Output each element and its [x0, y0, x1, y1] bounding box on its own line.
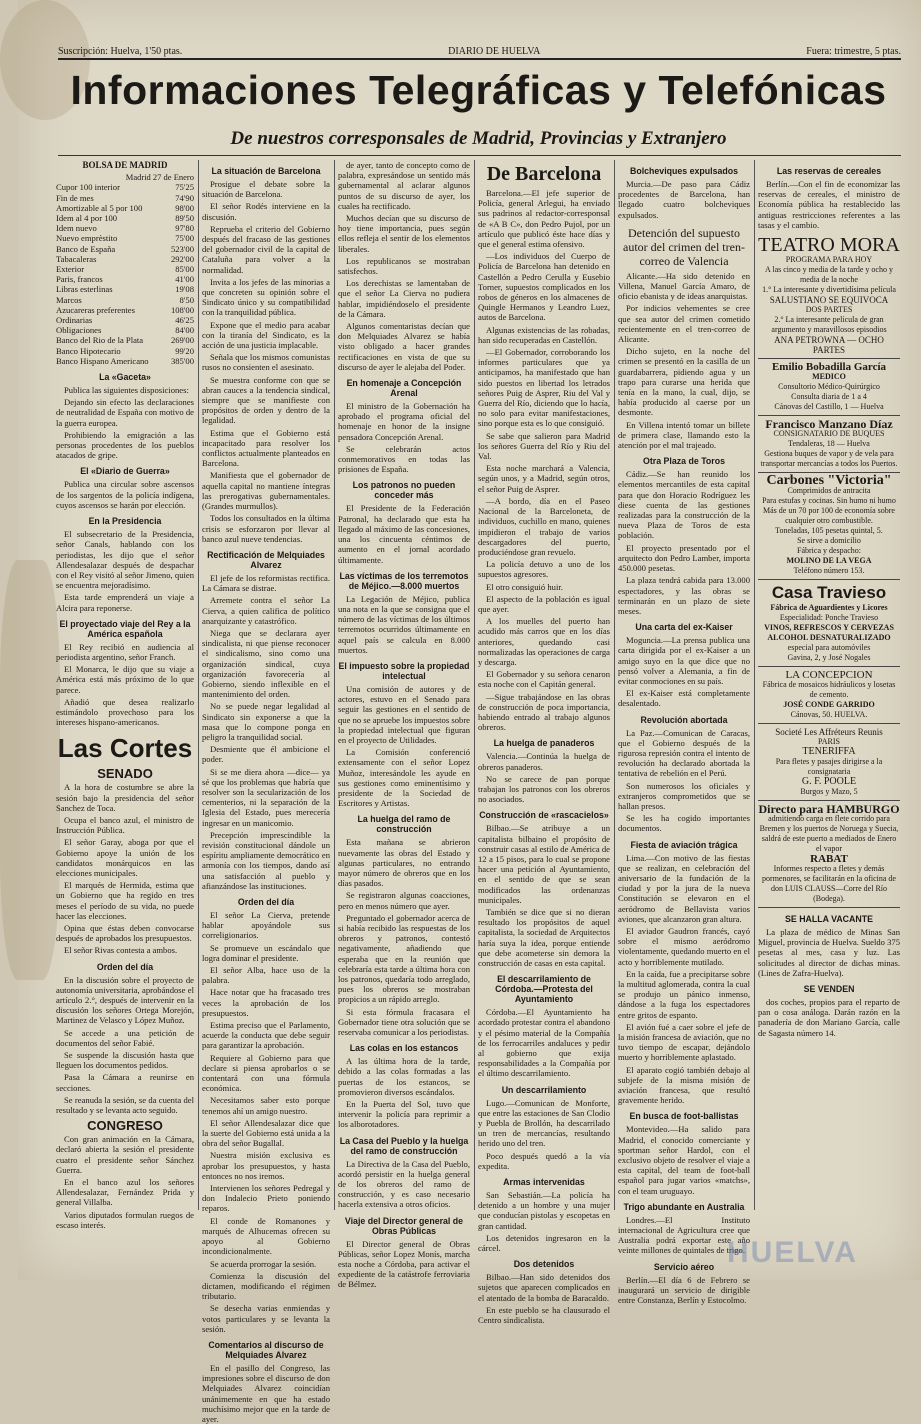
column-4	[478, 160, 610, 1326]
ad-line: 2.° La interesante película de gran argumento y maravillosos episodios	[771, 315, 887, 335]
teatro-mora-ad	[758, 232, 900, 359]
article-text: El marqués de Hermida, estima que un Gobierno que ha regido en tres meses el período de su vida, no puede hacer las elecciones.	[56, 880, 194, 921]
bolsa-row	[56, 254, 194, 264]
bolsa-item-value: 74'90	[175, 192, 194, 203]
bolsa-row	[56, 315, 194, 325]
bolsa-item-value: 89'50	[175, 213, 194, 224]
orden-heading: Orden del día	[237, 897, 295, 907]
ad-line: MOLINO DE LA VEGA	[786, 556, 872, 566]
ad-line: SALUSTIANO SE EQUIVOCA	[769, 295, 889, 306]
ad-line: Informes respecto a fletes y demás pormenores, se facilitarán en la oficina de don LUIS CLAUSS—Corre del Río (Bodega).	[762, 864, 896, 904]
article-text: Expone que el medio para acabar con la tiranía del Sindicato, es la acción de una justicia implacable.	[202, 319, 330, 351]
ad-line: Fábrica de Aguardientes y Licores	[770, 603, 888, 613]
column-rule	[334, 160, 335, 1210]
ad-line: Comprimidos de antracita	[787, 486, 871, 496]
column-6-ads	[758, 160, 900, 1274]
article-text: Se accede a una petición de documentos del señor Fabié.	[56, 1027, 194, 1048]
ad-title: LA CONCEPCION	[785, 669, 873, 682]
article-text: A los muelles del puerto han acudido más carros que en los días anteriores, quedando casi normalizadas las operaciones de carga y descarga.	[478, 616, 610, 667]
bolsa-item-value: 75'00	[175, 233, 194, 244]
article-text: Si esta fórmula fracasara el Gobernador tiene otra solución que se reservaba comunicar a los periodistas.	[338, 1006, 470, 1038]
bolsa-item-name: Obligaciones	[56, 325, 102, 336]
article-text: No se carece de pan porque trabajan los patronos con los obreros no asociados.	[478, 773, 610, 805]
bolsa-item-value: 99'20	[175, 345, 194, 356]
bolsa-row	[56, 346, 194, 356]
article-text: Señala que los mismos comunistas rusos no consienten el asesinato.	[202, 352, 330, 373]
bolsa-row	[56, 356, 194, 366]
column-5	[618, 160, 750, 1306]
bolsa-item-name: Idem nuevo	[56, 223, 97, 234]
bolsa-row	[56, 295, 194, 305]
viaje-director-heading: Viaje del Director general de Obras Públicas	[344, 1215, 464, 1236]
ad-line: Más de un 70 por 100 de economía sobre cualquier otro combustible.	[763, 506, 895, 526]
article-text: La Paz.—Comunican de Caracas, que el Gobierno después de la rigurosa represión contra el intento de revolución ha declarado abortada la tentativa de rebelión en el Perú.	[618, 727, 750, 779]
ad-title: TEATRO MORA	[758, 234, 900, 257]
article-text: Cádiz.—Se han reunido los elementos mercantiles de esta capital para que don Horacio Rodríguez les diese cuenta de las gestiones realizadas para la construcción de la nueva Plaza de Toros de esta población.	[618, 469, 750, 541]
article-text: En el pasillo del Congreso, las impresiones sobre el discurso de don Melquiades Alvarez coincidían unánimemente en que ha estado muchísimo mejor que en la tarde de ayer.	[202, 1362, 330, 1424]
article-text: Comienza la discusión del dictamen, modificando el régimen tributario.	[202, 1270, 330, 1302]
ad-line: Fábrica y despacho:	[797, 546, 861, 556]
bolsa-item-value: 292'00	[170, 253, 194, 264]
venden-heading: SE VENDEN	[803, 984, 855, 995]
article-text: El señor Alba, hace uso de la palabra.	[202, 965, 330, 986]
bolsa-item-value: 8'50	[179, 294, 194, 305]
trigo-heading: Trigo abundante en Australia	[623, 1201, 745, 1212]
ad-line: A las cinco y media de la tarde y ocho y media de la noche	[765, 265, 893, 285]
ad-line: 1.° La interesante y divertidísima película	[762, 285, 896, 295]
ad-line: PARIS	[818, 737, 840, 747]
column-rule	[614, 160, 615, 1210]
article-text: Algunas existencias de las robadas, han sido recuperadas en Castellón.	[478, 324, 610, 345]
article-text: Manifiesta que el gobernador de aquella capital no mantiene íntegras las prerogativas gubernamentales. (Grandes murmullos).	[202, 470, 330, 512]
ad-line: Gestiona buques de vapor y de vela para transportar mercancías a todos los Puertos.	[760, 449, 898, 469]
article-text: Necesitamos saber esto porque tenemos ahí un amigo nuestro.	[202, 1095, 330, 1116]
bolsa-item-name: Amortizable al 5 por 100	[56, 202, 143, 213]
article-text: El Presidente de la Federación Patronal, ha declarado que esta ha llegado al máximo de las concesiones, una los cincuenta céntimos de aumento en el jornal acordado últimamente.	[338, 503, 470, 565]
ad-line: RABAT	[810, 853, 848, 866]
article-text: Estima que el Gobierno está incapacitado para resolver los conflictos actualmente planteados en Barcelona.	[202, 427, 330, 469]
bolsa-item-name: Banco de España	[56, 243, 116, 254]
ad-line: Tendaleras, 18 — Huelva	[788, 439, 870, 449]
article-text: Desmiente que él ambicione el poder.	[202, 744, 330, 765]
article-text: Arremete contra el señor La Cierva, a quien califica de político anarquizante y catastrófico.	[202, 595, 330, 626]
bolsa-item-value: 75'25	[175, 182, 194, 193]
newspaper-name: DIARIO DE HUELVA	[448, 45, 541, 57]
article-text: —El Gobernador, corroborando los informes particulares que ya anticipamos, ha manifestado que han sido puestos en libertad los letrados señores Puig de Asprer, Riu del Val y Guerra del Río, diciendo que lo hacía, no solo para evitar manifestaciones, sino porque esta es lo que consiguió.	[478, 347, 610, 429]
ad-line: Se sirve a domicilio	[797, 536, 861, 546]
ad-line: Burgos y Mazo, 5	[800, 787, 858, 797]
bolsa-row	[56, 274, 194, 284]
article-text: Bilbao.—Han sido detenidos dos sujetos que aparecen complicados en el atentado de la bomba de Baracaldo.	[478, 1272, 610, 1303]
bolsa-item-name: Marcos	[56, 294, 82, 305]
bolsa-item-name: Paris, francos	[56, 274, 103, 285]
hamburgo-ad	[758, 801, 900, 908]
article-text: Valencia.—Continúa la huelga de obreros panaderos.	[478, 751, 610, 772]
travieso-ad	[758, 580, 900, 667]
article-text: Intervienen los señores Pedregal y don Indalecio Prieto poniendo reparos.	[202, 1183, 330, 1214]
article-text: Alicante.—Ha sido detenido en Villena, Manuel García Amaro, de oficio ebanista y de ideas anarquistas.	[618, 270, 750, 302]
article-text: El aviador Gaudron francés, cayó sobre el mismo aeródromo violentamente, quedando muerto en el acto y horriblemente mutilado.	[618, 925, 750, 967]
bolsa-item-value: 19'08	[175, 284, 194, 295]
article-text: Se muestra conforme con que se abran cauces a la tendencia sindical, siempre que se manifieste con propósitos de orden y dentro de la legalidad.	[202, 374, 330, 426]
congreso-heading: CONGRESO	[87, 1118, 163, 1134]
barcelona-heading: De Barcelona	[486, 163, 602, 185]
ad-title: Directo para HAMBURGO	[758, 802, 900, 817]
bolsa-item-value: 385'00	[170, 355, 194, 366]
article-text: Opina que éstas deben convocarse después de aprobados los presupuestos.	[56, 922, 194, 944]
article-text: El subsecretario de la Presidencia, señor Canals, hablando con los periodistas, les dijo que el señor Allendesalazar después de despachar con el Rey visitó al señor Jimeno, quien se encuentra mejoradísimo.	[56, 529, 194, 591]
bolsa-item-value: 523'00	[170, 243, 194, 254]
article-text: El aspecto de la población es igual que ayer.	[478, 593, 610, 614]
ad-line: Cánovas del Castillo, 1 — Huelva	[774, 402, 884, 412]
article-text: El ex-Kaiser está completamente desalentado.	[618, 688, 750, 709]
ad-title: Emilio Bobadilla García	[771, 361, 887, 374]
article-text: Se reanuda la sesión, se da cuenta del resultado y se levanta acto seguido.	[56, 1094, 194, 1116]
article-text: Prosigue el debate sobre la situación de Barcelona.	[202, 179, 330, 200]
paper-stain	[0, 560, 60, 980]
column-rule	[198, 160, 199, 1210]
article-text: Montevideo.—Ha salido para Madrid, el conocido comerciante y sportman señor Hardol, con el exclusivo objeto de resolver el viaje a esta capital, del team de foot-ball español para jugar varios «matchs», con el team uruguayo.	[618, 1124, 750, 1196]
ad-line: ALCOHOL DESNATURALIZADO	[767, 633, 891, 643]
subscription-text: Suscripción: Huelva, 1'50 ptas.	[58, 45, 183, 57]
patronos-heading: Los patronos no pueden conceder más	[352, 480, 456, 501]
barcelona-situation-heading: La situación de Barcelona	[211, 166, 321, 176]
article-text: Se celebrarán actos conmemorativos en todas las prisiones de España.	[338, 443, 470, 475]
kaiser-heading: Una carta del ex-Kaiser	[635, 622, 733, 633]
article-text: Por indicios vehementes se cree que sea autor del crimen cometido recientemente en el tren-correo de Alicante.	[618, 303, 750, 345]
article-text: Pasa la Cámara a reunirse en secciones.	[56, 1072, 194, 1093]
bolsa-item-value: 97'80	[175, 223, 194, 234]
article-text: Niega que se declarara ayer sindicalista, ni que piense reconocer el sindicalismo, sino como una organización sindical, cuya organización favorecería al Gobierno, siendo inflexible en el mantenimiento del orden.	[202, 627, 330, 700]
article-text: La Directiva de la Casa del Pueblo, acordó persistir en la huelga general de los obreros del ramo de construcción, y es caso necesario hacerla extensiva a otros oficios.	[338, 1158, 470, 1210]
article-text: —A bordo, día en el Paseo Nacional de la Barceloneta, de individuos, cuchillo en mano, quienes impidieron el trabajo de varios descargadores del puerto, produciéndose gran revuelo.	[478, 495, 610, 557]
ad-line: Especialidad: Ponche Travieso	[779, 613, 879, 623]
ad-title: Francisco Manzano Díaz	[765, 417, 893, 432]
bolsa-row	[56, 213, 194, 223]
bolsa-item-name: Cupor 100 interior	[56, 182, 120, 193]
ad-title: Casa Travieso	[771, 583, 887, 603]
ad-line: Consulta diaria de 1 a 4	[791, 392, 867, 402]
ad-line: G. F. POOLE	[801, 776, 857, 788]
ad-line: PROGRAMA PARA HOY	[785, 255, 873, 265]
article-text: Muchos decían que su discurso de hoy tiene importancia, pues según ellos refleja el sentir de los elementos liberales.	[338, 213, 470, 254]
article-text: Barcelona.—El jefe superior de Policía, general Arlegui, ha enviado sus padrinos al redactor-corresponsal de «A B C», don Pedro Pujol, por un artículo que publicó éste hace días y que el general estima ofensivo.	[478, 188, 610, 250]
article-text: El ministro de la Gobernación ha aprobado el programa oficial del homenaje en honor de la insigne pensadora Concepción Arenal.	[338, 401, 470, 442]
bolsa-item-value: 85'00	[175, 264, 194, 275]
bolcheviques-heading: Bolcheviques expulsados	[629, 166, 739, 176]
gaceta-heading: La «Gaceta»	[99, 372, 151, 383]
bolsa-item-name: Banco Hipotecario	[56, 345, 121, 356]
article-text: En este pueblo se ha clausurado el Centro sindicalista.	[478, 1304, 610, 1326]
article-text: Hace notar que ha fracasado tres veces la aprobación de los presupuestos.	[202, 987, 330, 1018]
bolsa-item-value: 84'00	[175, 325, 194, 336]
column-2	[202, 160, 330, 1424]
ad-line: MEDICO	[812, 372, 846, 382]
vacante-heading: SE HALLA VACANTE	[785, 914, 873, 925]
carbones-ad	[758, 473, 900, 580]
impuesto-heading: El impuesto sobre la propiedad intelectual	[338, 660, 470, 681]
article-text: Todos los consultados en la última crisis se esforzaron por llevar al banco azul nueve tendencias.	[202, 513, 330, 544]
article-text: Esta mañana se abrieron nuevamente las obras del Estado y algunas particulares, no entrando mayor número de obreros que en los días pasados.	[338, 837, 470, 889]
ad-line: Para fletes y pasajes dirigirse a la consignataria	[775, 757, 883, 777]
column-rule	[754, 160, 755, 1210]
article-text: Bilbao.—Se atribuye a un capitalista bilbaino el propósito de construir casas al estilo de América de 12 a 15 pisos, para lo cual se propone hacer una petición al Ayuntamiento, en el sentido de que se sean modificados las ordenanzas municipales.	[478, 823, 610, 905]
cortes-heading: Las Cortes	[57, 733, 193, 764]
article-text: San Sebastián.—La policía ha detenido a un hombre y una mujer que conducían pistolas y escopetas en gran cantidad.	[478, 1190, 610, 1231]
article-text: El otro consiguió huir.	[486, 581, 563, 592]
article-text: En la Puerta del Sol, tuvo que intervenir la policía para reprimir a los alborotadores.	[338, 1099, 470, 1130]
article-text: Ocupa el banco azul, el ministro de Instrucción Pública.	[56, 814, 194, 836]
article-text: El señor Rodés interviene en la discusión.	[202, 201, 330, 222]
article-text: El jefe de los reformistas rectifica. La Cámara se distrae.	[202, 572, 330, 594]
top-bar	[58, 44, 901, 60]
article-text: Añadió que desea realizarlo estimándolo provechoso para los intereses hispano-americanos.	[56, 696, 194, 728]
article-text: Moguncia.—La prensa publica una carta dirigida por el ex-Kaiser a un amigo suyo en la que dice que no pensó volver a Alemania, a fin de evitar conmociones en su país.	[618, 635, 750, 686]
armas-heading: Armas intervenidas	[503, 1177, 585, 1188]
ad-line: CONSIGNATARIO DE BUQUES	[773, 429, 885, 439]
medico-ad	[758, 359, 900, 416]
bolsa-item-name: Banco Hispano Americano	[56, 355, 149, 366]
masthead: Informaciones Telegráficas y Telefónicas	[70, 67, 887, 113]
bolsa-row	[56, 193, 194, 203]
bolsa-row	[56, 244, 194, 254]
ad-line: JOSÉ CONDE GARRIDO	[783, 700, 875, 710]
bolsa-item-value: 98'00	[175, 202, 194, 213]
panaderos-heading: La huelga de panaderos	[493, 738, 595, 749]
bolsa-item-value: 269'00	[170, 335, 194, 346]
aviacion-heading: Fiesta de aviación trágica	[630, 839, 738, 850]
bolsa-item-value: 46'25	[175, 315, 194, 326]
article-text: El señor Allendesalazar dice que la suerte del Gobierno está unida a la obra del señor Bugallal.	[202, 1117, 330, 1149]
article-text: Publica una circular sobre ascensos de los sargentos de la policía indígena, cuyos ascensos se harán por elección.	[56, 479, 194, 510]
article-text: El Director general de Obras Públicas, señor Lopez Monís, marcha esta noche a Córdoba, para activar el expediente de la catástrofe ferroviaria de Bélmez.	[338, 1238, 470, 1290]
column-rule	[474, 160, 475, 1210]
bolsa-item-value: 41'00	[175, 274, 194, 285]
rascacielos-heading: Construcción de «rascacielos»	[479, 810, 609, 821]
ad-line: Toneladas, 105 pesetas quintal, 5.	[775, 526, 883, 536]
bolsa-row	[56, 284, 194, 294]
article-text: Varios diputados formulan ruegos de escaso interés.	[56, 1209, 194, 1230]
ad-line: DOS PARTES	[805, 305, 853, 315]
article-text: Dejando sin efecto las declaraciones de neutralidad de España con motivo de la guerra europea.	[56, 397, 194, 428]
article-text: La Comisión conferenció extensamente con el señor Lopez Muñoz, interesándole les ayude en sus gestiones como eminentísimo y presidente de la Sociedad de Escritores y Artistas.	[338, 747, 470, 809]
cereales-heading: Las reservas de cereales	[776, 166, 882, 176]
rectificacion-heading: Rectificación de Melquiades Alvarez	[207, 549, 325, 570]
colas-heading: Las colas en los estancos	[349, 1043, 459, 1054]
article-text: También se dice que si no dieran resultado los propósitos de aquel capitalista, la sociedad de Arquitectos haría suya la idea, porque entiende que debe acometerse sin demora la construcción de casas en esta capital.	[478, 907, 610, 969]
article-text: El aparato cogió también debajo al subjefe de la misma misión de aviación francesa, que resultó gravemente herido.	[618, 1064, 750, 1106]
bolsa-row	[56, 264, 194, 274]
article-text: Prohibiendo la emigración a las personas procedentes de los pueblos atacados de gripe.	[56, 429, 194, 461]
bolsa-item-name: Nuevo emprèstito	[56, 233, 118, 244]
subtitle: De nuestros corresponsales de Madrid, Provincias y Extranjero	[230, 128, 727, 149]
ad-line: admitiendo carga en flete corrido para Bremen y los puertos de Noruega y Suecia, saldrá de este puerto a mediados de Enero el vapor	[759, 814, 899, 854]
casa-pueblo-heading: La Casa del Pueblo y la huelga del ramo de construcción	[339, 1135, 469, 1156]
manzano-ad	[758, 416, 900, 473]
subscription-outside: Fuera: trimestre, 5 ptas.	[806, 45, 901, 57]
article-text: Requiere al Gobierno para que declare si piensa aprobarlos o se contentará con una fórmula económica.	[202, 1052, 330, 1094]
article-text: Se promueve un escándalo que logra dominar el presidente.	[202, 942, 330, 963]
article-text: Precepción imprescindible la revisión constitucional dándole un espíritu ampliamente democrático en armonía con los tiempos, dando así una satisfacción al pueblo y afianzándose las instituciones.	[202, 829, 330, 891]
article-text: —Los individuos del Cuerpo de Policía de Barcelona han detenido en Castellón a Pedro Cerulla y Eusebio Torner, supuestos complicados en los robos de géneros en los almacenes de Quingle Hermanos y Leandro Luez, autos de Barcelona.	[478, 251, 610, 323]
comentarios-heading: Comentarios al discurso de Melquiades Alvarez	[208, 1339, 324, 1360]
bolsa-date: Madrid 27 de Enero	[125, 172, 194, 183]
bolsa-table	[56, 182, 194, 366]
article-text: El Rey recibió en audiencia al periodista argentino, señor Franch.	[56, 641, 194, 662]
article-text: Poco después quedó a la vía expedita.	[478, 1150, 610, 1171]
column-3	[338, 160, 470, 1290]
article-text: Se sabe que salieron para Madrid los señores Guerra del Río y Riu del Val.	[478, 430, 610, 462]
article-text: El señor La Cierva, pretende hablar apoyándole sus correligionarios.	[202, 910, 330, 941]
article-text: El proyecto presentado por el arquitecto don Pedro Lamber, importa 450.000 pesetas.	[618, 542, 750, 574]
bolsa-item-name: Exterior	[56, 264, 85, 275]
ad-line: ANA PETROWNA — OCHO PARTES	[774, 335, 884, 356]
ad-line: Gavina, 2, y José Nogales	[787, 653, 871, 663]
article-text: A las última hora de la tarde, debido a las colas formadas a las puertas de los estancos, se promovieron diversos escándalos.	[338, 1056, 470, 1097]
ad-title: Societé Les Affréteurs Reunis	[775, 727, 883, 738]
bolsa-item-name: Azucareras preferentes	[56, 304, 135, 315]
descarrilamiento-heading: Un descarrilamiento	[501, 1084, 587, 1095]
bolsa-item-name: Banco del Rio de la Plata	[56, 335, 144, 346]
article-text: Los republicanos se mostraban satisfechos.	[338, 255, 470, 277]
article-text: Londres.—El Instituto internacional de Agricultura cree que Australia podrá exportar este año veinte millones de quintales de trigo.	[618, 1214, 750, 1256]
article-text: Invita a los jefes de las minorias a que concreten su opinión sobre el Sindicato único y su compatibilidad con la tranquilidad pública.	[202, 276, 330, 318]
bolsa-item-name: Tabacaleras	[56, 253, 97, 264]
bolsa-row	[56, 325, 194, 335]
ad-title: Carbones "Victoria"	[766, 473, 892, 489]
article-text: El Monarca, le dijo que su viaje a América está más próximo de lo que parece.	[56, 664, 194, 695]
bolsa-item-name: Ordinarias	[56, 315, 93, 326]
article-text: Dicho sujeto, en la noche del crimen se presentó en la casilla de un guardabarrera, pidiendo agua y un trapo para curarse una herida que tenía en la mano, la cual, dijo, se había producido al caerse por un desmonte.	[618, 346, 750, 418]
article-text: Estima preciso que el Parlamento, acuerde la conducta que debe seguir para garantizar la aprobación.	[202, 1020, 330, 1051]
revolucion-heading: Revolución abortada	[640, 714, 728, 725]
football-heading: En busca de foot-ballistas	[629, 1111, 739, 1122]
bolsa-title: BOLSA DE MADRID	[82, 160, 168, 170]
orden-heading: Orden del día	[96, 961, 154, 972]
mejico-heading: Las víctimas de los terremotos de Méjico.—8.000 muertos	[339, 570, 469, 591]
ad-line: TENERIFFA	[802, 746, 856, 758]
guerra-heading: El «Diario de Guerra»	[80, 466, 170, 477]
presidencia-heading: En la Presidencia	[88, 516, 162, 527]
viaje-rey-heading: El proyectado viaje del Rey a la América española	[59, 618, 191, 639]
article-text: Nuestra misión exclusiva es aprobar los presupuestos, y hasta entonces no nos iremos.	[202, 1150, 330, 1181]
article-text: El conde de Romanones y marqués de Alhucemas ofrecen su apoyo al Gobierno incondicionalmente.	[202, 1215, 330, 1257]
article-text: Lugo.—Comunican de Monforte, que entre las estaciones de San Clodio y Puebla de Brollón, ha descarrilado un tren de mercancías, resultando herido uno del tren.	[478, 1097, 610, 1149]
concepcion-ad	[758, 667, 900, 724]
bolsa-row	[56, 305, 194, 315]
article-text: La Legación de Méjico, publica una nota en la que se consigna que el número de las víctimas de los últimos terremotos ocurridos últimamente en aquel país se calcula en 8.000 muertos.	[338, 593, 470, 655]
bolsa-item-name: Fin de mes	[56, 192, 94, 203]
article-text: Se suspende la discusión hasta que lleguen los documentos pedidos.	[56, 1050, 194, 1071]
article-text: Esta tarde emprenderá un viaje a Alcira para reponerse.	[56, 592, 194, 613]
bolsa-row	[56, 203, 194, 213]
aereo-heading: Servicio aéreo	[653, 1261, 715, 1272]
ad-line: Consultorio Médico-Quirúrgico	[778, 382, 880, 392]
article-text: En Villena intentó tomar un billete de primera clase, llamando esto la atención por el mal trajeado.	[618, 419, 750, 451]
bolsa-item-name: Idem al 4 por 100	[56, 213, 118, 224]
article-text: —Sigue trabajándose en las obras de construcción de poca importancia, habiendo entrado al trabajo algunos obreros.	[478, 691, 610, 733]
article-text: En la caída, fue a precipitarse sobre la multitud aglomerada, contra la cual se produjo un pánico inmenso, dándose a la fuga los espectadores entre gritos de espanto.	[618, 968, 750, 1020]
ad-line: Para estufas y cocinas. Sin humo ni humo	[762, 496, 896, 506]
bolsa-item-value: 108'00	[170, 304, 194, 315]
article-text: El Gobernador y su señora cenaron esta noche con el Capitán general.	[478, 669, 610, 690]
bolsa-row	[56, 182, 194, 192]
article-text: Se registraron algunas coacciones, pero en menos número que ayer.	[338, 890, 470, 911]
article-text: de ayer, tanto de concepto como de palabra, expresándose un sentido más gubernamental al aclarar algunos puntos de su discurso de ayer, los cuales ha rectificado.	[338, 160, 470, 211]
article-text: Berlín.—El día 6 de Febrero se inaugurará un servicio de dirigible entre Constanza, Berlín y Estocolmo.	[618, 1274, 750, 1306]
ad-line: Cánovas, 50. HUELVA.	[790, 710, 868, 720]
article-text: Preguntado el gobernador acerca de si había recibido las respuestas de los obreros y patronos, contestó negativamente, añadiendo que esperaba que en la reunión que celebraría esta tarde a última hora con los patronos, quedaría todo arreglado, pues los obreros se mostraban propicios a un rápido arreglo.	[338, 912, 470, 1005]
article-text: El señor Garay, aboga por que el Gobierno apoye la unión de los candidatos monárquicos en las elecciones municipales.	[56, 837, 194, 878]
article-text: La policía detuvo a uno de los supuestos agresores.	[478, 559, 610, 580]
article-text: En el banco azul los señores Allendesalazar, Fernández Prida y general Villalba.	[56, 1177, 194, 1208]
article-text: Murcia.—De paso para Cádiz procedentes de Barcelona, han llegado cuatro bolcheviques expulsados.	[618, 179, 750, 220]
toros-heading: Otra Plaza de Toros	[643, 456, 725, 467]
article-text: Con gran animación en la Cámara, declaró abierta la sesión el presidente cuatro el presidente señor Sánchez Guerra.	[56, 1134, 194, 1175]
article-text: Publica las siguientes disposiciones:	[64, 385, 189, 396]
affreteurs-ad	[758, 724, 900, 801]
column-1	[56, 160, 194, 1274]
article-text: Córdoba.—El Ayuntamiento ha acordado protestar contra el abandono y el pésimo material de la Compañía de los ferrocarriles andaluces y pedir al gobierno que exija responsabilidades a la Compañía por el último descarrilamiento.	[478, 1007, 610, 1079]
archive-watermark: HUELVA	[727, 1236, 858, 1269]
article-text: Lima.—Con motivo de las fiestas que se realizan, en celebración del aniversario de la fundación de la ciudad y por la jura de la nueva Constitución se elevaron en el aeródromo de Bellavista varios aviones, que alcanzaron gran altura.	[618, 852, 750, 924]
divider	[58, 155, 901, 156]
article-text: Se acuerda prorrogar la sesión.	[210, 1258, 317, 1269]
article-text: La plaza tendrá cabida para 13.000 espectadores, y las obras se terminarán en un plazo de siete meses.	[618, 575, 750, 616]
article-text: Se desecha varias enmiendas y votos particulares y se levanta la sesión.	[202, 1303, 330, 1334]
article-text: Berlín.—Con el fin de economizar las reservas de cereales, el ministro de Economía pública ha restablecido las antiguas restricciones referentes a las tasas y el cambio.	[758, 179, 900, 230]
article-text: El señor Rivas contesta a ambos.	[64, 945, 178, 956]
cordoba-heading: El descarrilamiento de Córdoba.—Protesta del Ayuntamiento	[495, 974, 593, 1005]
article-text: Se les ha cogido importantes documentos.	[618, 813, 750, 834]
article-text: La plaza de médico de Minas San Miguel, provincia de Huelva. Sueldo 375 pesetas al mes, casa y luz. Las solicitudes al director de dichas minas. (Lines de Zafra-Huelva).	[758, 927, 901, 978]
article-text: Una comisión de autores y de actores, estuvo en el Senado para seguir las gestiones en el sentido de que no se apruebe los impuestos sobre la propiedad intelectual que figuran en el proyecto de Utilidades.	[338, 683, 470, 745]
bolsa-row	[56, 335, 194, 345]
article-text: A la hora de costumbre se abre la sesión bajo la presidencia del señor Sanchez de Toca.	[56, 782, 194, 813]
huelga-heading: La huelga del ramo de construcción	[357, 814, 451, 835]
ad-line: especial para automóviles	[787, 643, 871, 653]
article-text: Reprueba el criterio del Gobierno después del fracaso de las gestiones del gobernador civil de la capital de Cataluña para volver a la normalidad.	[202, 223, 330, 275]
ad-line: VINOS, REFRESCOS Y CERVEZAS	[764, 623, 894, 633]
article-text: Si se me diera ahora —dice— ya sé que los problemas que habría que resolver son la secularización de los cementerios, ni la separación de la Iglesia del Estado, pues merecería ingresar en un manicomio.	[202, 766, 330, 828]
ad-line: Fábrica de mosaicos hidráulicos y losetas de cemento.	[762, 680, 896, 700]
article-text: El avión fué a caer sobre el jefe de la misión francesa de aviación, que no tuvo tiempo de escapar, dejándolo muerto y horriblemente aplastado.	[618, 1021, 750, 1063]
article-text: Son numerosos los oficiales y extranjeros comprometidos que se hallan presos.	[618, 780, 750, 811]
article-text: Esta noche marchará a Valencia, según unos, y a Madrid, según otros, el señor Puig de Asprer.	[478, 463, 610, 494]
detenidos-heading: Dos detenidos	[513, 1259, 575, 1270]
bolsa-item-name: Libras esterlinas	[56, 284, 113, 295]
valencia-crime-heading: Detención del supuesto autor del crimen del tren-correo de Valencia	[623, 225, 745, 268]
article-text: No se puede negar legalidad al Sindicato sin exponerse a que la masa que lo compone ponga en peligro la tranquilidad social.	[202, 701, 330, 742]
article-text: Los derechistas se lamentaban de que el señor La Cierva no pudiera hablar, impidiéndoselo el presidente de la Cámara.	[338, 278, 470, 319]
article-text: Algunos comentaristas decían que don Melquiades Alvarez se había visto obligado a hacer grandes rectificaciones en vista de que su discurso de ayer le alejaba del Poder.	[338, 321, 470, 372]
bolsa-row	[56, 233, 194, 243]
ad-line: Teléfono número 153.	[793, 566, 865, 576]
article-text: dos coches, propios para el reparto de pan o cosa análoga. Darán razón en la panadería de don Mariano García, calle de Sagasta número 14.	[758, 997, 900, 1038]
bolsa-row	[56, 223, 194, 233]
article-text: En la discusión sobre el proyecto de autonomía universitaria, aprobándose el artículo 2.°, después de intervenir en la discusión los señores Ortega Morejón, Martinez de Velasco y López Muñoz.	[56, 974, 194, 1026]
senado-heading: SENADO	[97, 766, 153, 782]
article-text: Los detenidos ingresaron en la cárcel.	[478, 1232, 610, 1254]
arenal-heading: En homenaje a Concepción Arenal	[346, 378, 462, 399]
